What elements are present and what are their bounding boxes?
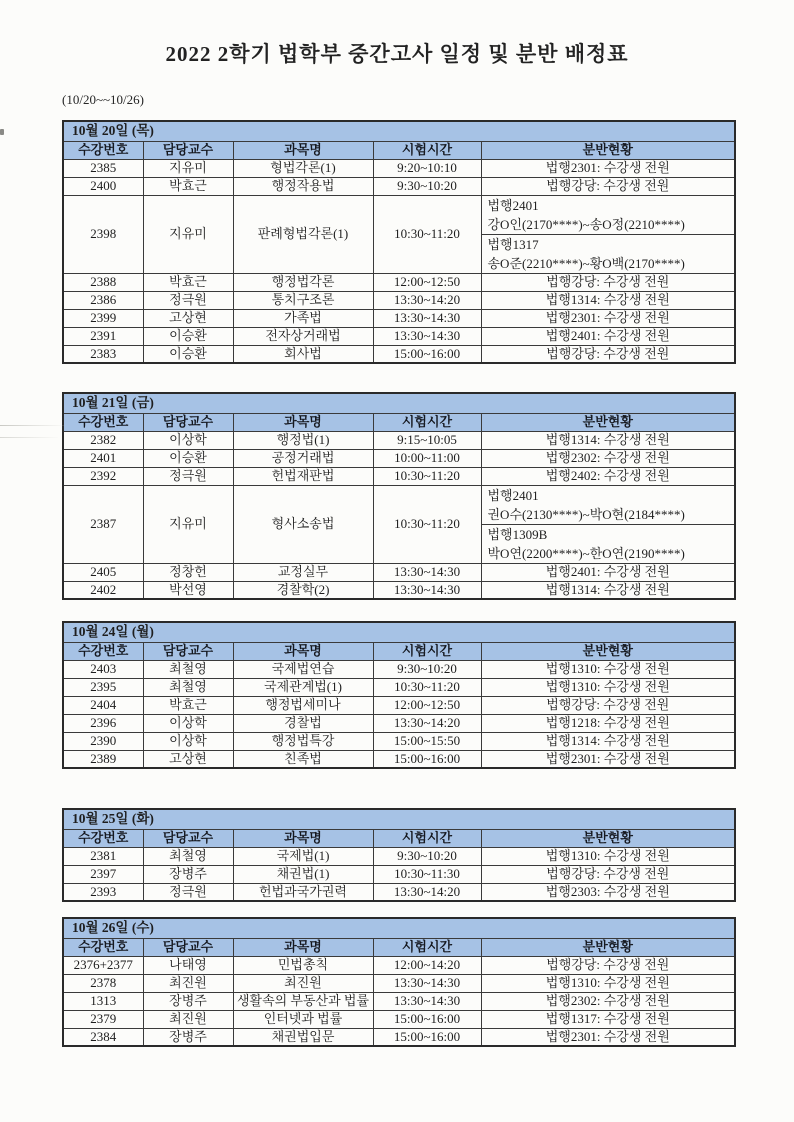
cell-course-name: 헌법재판법 (233, 467, 373, 485)
cell-professor: 정창헌 (143, 563, 233, 581)
cell-course-no: 2405 (63, 563, 143, 581)
exam-day-table-3 (62, 621, 734, 769)
cell-course-no: 1313 (63, 992, 143, 1010)
cell-exam-time: 15:00~16:00 (373, 1010, 481, 1028)
cell-professor: 정극원 (143, 883, 233, 901)
cell-course-no: 2385 (63, 159, 143, 177)
cell-course-name: 공정거래법 (233, 449, 373, 467)
cell-course-no: 2404 (63, 696, 143, 714)
table-row (63, 732, 735, 750)
cell-course-name: 헌법과국가권력 (233, 883, 373, 901)
cell-course-no: 2398 (63, 195, 143, 273)
cell-section-status: 법행2302: 수강생 전원 (481, 992, 735, 1010)
cell-section-status: 법행1314: 수강생 전원 (481, 431, 735, 449)
column-header-2: 과목명 (233, 938, 373, 956)
cell-course-name: 최진원 (233, 974, 373, 992)
cell-professor: 이상학 (143, 431, 233, 449)
cell-exam-time: 15:00~16:00 (373, 345, 481, 363)
cell-section-status: 법행강당: 수강생 전원 (481, 273, 735, 291)
column-header-3: 시험시간 (373, 413, 481, 431)
cell-section-status: 법행1314: 수강생 전원 (481, 291, 735, 309)
cell-section-status: 법행2402: 수강생 전원 (481, 467, 735, 485)
cell-section-status: 법행1218: 수강생 전원 (481, 714, 735, 732)
column-header-2: 과목명 (233, 829, 373, 847)
cell-course-no: 2376+2377 (63, 956, 143, 974)
cell-course-name: 채권법입문 (233, 1028, 373, 1046)
section-range: 송O준(2210****)~황O백(2170****) (487, 255, 685, 271)
table-row (63, 974, 735, 992)
cell-professor: 정극원 (143, 467, 233, 485)
cell-section-status: 법행2302: 수강생 전원 (481, 449, 735, 467)
cell-section-status: 법행1310: 수강생 전원 (481, 660, 735, 678)
table-row (63, 291, 735, 309)
table-date-header: 10월 26일 (수) (63, 918, 735, 938)
cell-course-no: 2389 (63, 750, 143, 768)
column-header-0: 수강번호 (63, 829, 143, 847)
cell-professor: 지유미 (143, 195, 233, 273)
cell-exam-time: 13:30~14:30 (373, 581, 481, 599)
table-row (63, 467, 735, 485)
cell-professor: 이승환 (143, 345, 233, 363)
cell-course-no: 2390 (63, 732, 143, 750)
cell-course-name: 경찰학(2) (233, 581, 373, 599)
column-header-0: 수강번호 (63, 642, 143, 660)
cell-course-name: 인터넷과 법률 (233, 1010, 373, 1028)
cell-course-name: 회사법 (233, 345, 373, 363)
cell-professor: 고상현 (143, 309, 233, 327)
cell-section-status: 법행2401: 수강생 전원 (481, 563, 735, 581)
table-date-header: 10월 25일 (화) (63, 809, 735, 829)
cell-section-status: 법행1317: 수강생 전원 (481, 1010, 735, 1028)
cell-course-no: 2392 (63, 467, 143, 485)
table-row (63, 883, 735, 901)
cell-exam-time: 10:00~11:00 (373, 449, 481, 467)
table-row (63, 327, 735, 345)
cell-course-no: 2387 (63, 485, 143, 563)
cell-exam-time: 13:30~14:30 (373, 327, 481, 345)
cell-section-status: 법행2401: 수강생 전원 (481, 327, 735, 345)
cell-course-no: 2395 (63, 678, 143, 696)
cell-section-status: 법행1310: 수강생 전원 (481, 974, 735, 992)
exam-schedule-table (62, 120, 736, 364)
table-row (63, 660, 735, 678)
cell-exam-time: 13:30~14:20 (373, 291, 481, 309)
cell-course-name: 채권법(1) (233, 865, 373, 883)
column-header-0: 수강번호 (63, 938, 143, 956)
column-header-2: 과목명 (233, 141, 373, 159)
cell-course-name: 행정법각론 (233, 273, 373, 291)
column-header-2: 과목명 (233, 413, 373, 431)
cell-professor: 박효근 (143, 696, 233, 714)
cell-course-no: 2381 (63, 847, 143, 865)
table-row (63, 449, 735, 467)
cell-exam-time: 10:30~11:20 (373, 485, 481, 563)
table-row (63, 177, 735, 195)
cell-course-no: 2396 (63, 714, 143, 732)
column-header-1: 담당교수 (143, 141, 233, 159)
cell-course-name: 통치구조론 (233, 291, 373, 309)
cell-course-name: 민법총칙 (233, 956, 373, 974)
table-row (63, 159, 735, 177)
cell-exam-time: 15:00~16:00 (373, 750, 481, 768)
exam-day-table-4 (62, 808, 734, 902)
cell-professor: 박효근 (143, 273, 233, 291)
section-range: 강O인(2170****)~송O정(2210****) (487, 216, 685, 232)
section-room: 법행1309B (487, 526, 548, 542)
cell-section-status: 법행2301: 수강생 전원 (481, 159, 735, 177)
cell-section-status: 법행강당: 수강생 전원 (481, 345, 735, 363)
cell-course-name: 행정법(1) (233, 431, 373, 449)
column-header-1: 담당교수 (143, 938, 233, 956)
table-row (63, 696, 735, 714)
cell-professor: 나태영 (143, 956, 233, 974)
exam-day-table-1 (62, 120, 734, 364)
cell-professor: 이상학 (143, 732, 233, 750)
cell-exam-time: 13:30~14:30 (373, 974, 481, 992)
table-row (63, 1010, 735, 1028)
cell-course-no: 2401 (63, 449, 143, 467)
table-row (63, 431, 735, 449)
table-row (63, 581, 735, 599)
exam-schedule-table (62, 392, 736, 600)
section-group (482, 234, 735, 273)
section-room: 법행2401 (487, 487, 539, 503)
cell-course-name: 행정법특강 (233, 732, 373, 750)
date-range-label: (10/20~~10/26) (62, 92, 144, 107)
table-date-header: 10월 21일 (금) (63, 393, 735, 413)
column-header-1: 담당교수 (143, 642, 233, 660)
exam-day-table-2 (62, 392, 734, 600)
table-row (63, 992, 735, 1010)
cell-professor: 박선영 (143, 581, 233, 599)
cell-course-name: 형사소송법 (233, 485, 373, 563)
exam-schedule-table (62, 917, 736, 1047)
table-row (63, 563, 735, 581)
cell-course-no: 2393 (63, 883, 143, 901)
scan-artifact-mark (0, 129, 4, 135)
column-header-1: 담당교수 (143, 413, 233, 431)
cell-course-name: 가족법 (233, 309, 373, 327)
cell-professor: 이승환 (143, 449, 233, 467)
cell-section-status: 법행2303: 수강생 전원 (481, 883, 735, 901)
cell-professor: 지유미 (143, 159, 233, 177)
section-room: 법행1317 (487, 236, 539, 252)
cell-section-status-split (481, 485, 735, 563)
cell-professor: 이승환 (143, 327, 233, 345)
table-row (63, 1028, 735, 1046)
cell-exam-time: 10:30~11:20 (373, 195, 481, 273)
cell-course-name: 판례형법각론(1) (233, 195, 373, 273)
column-header-4: 분반현황 (481, 642, 735, 660)
column-header-4: 분반현황 (481, 829, 735, 847)
cell-section-status: 법행강당: 수강생 전원 (481, 696, 735, 714)
column-header-4: 분반현황 (481, 141, 735, 159)
scan-artifact-streak (0, 425, 64, 426)
cell-course-name: 행정작용법 (233, 177, 373, 195)
cell-exam-time: 9:15~10:05 (373, 431, 481, 449)
page-title: 2022 2학기 법학부 중간고사 일정 및 분반 배정표 (165, 42, 629, 66)
cell-exam-time: 12:00~14:20 (373, 956, 481, 974)
cell-exam-time: 10:30~11:30 (373, 865, 481, 883)
cell-section-status: 법행2301: 수강생 전원 (481, 1028, 735, 1046)
cell-section-status: 법행1310: 수강생 전원 (481, 847, 735, 865)
cell-exam-time: 13:30~14:30 (373, 563, 481, 581)
column-header-2: 과목명 (233, 642, 373, 660)
cell-exam-time: 10:30~11:20 (373, 467, 481, 485)
cell-course-no: 2382 (63, 431, 143, 449)
cell-course-name: 국제관계법(1) (233, 678, 373, 696)
cell-professor: 정극원 (143, 291, 233, 309)
cell-exam-time: 12:00~12:50 (373, 696, 481, 714)
cell-course-name: 친족법 (233, 750, 373, 768)
section-group (482, 486, 735, 524)
table-row (63, 309, 735, 327)
section-group (482, 524, 735, 563)
cell-professor: 최철영 (143, 847, 233, 865)
exam-schedule-table (62, 621, 736, 769)
table-row (63, 714, 735, 732)
cell-course-name: 생활속의 부동산과 법률 (233, 992, 373, 1010)
cell-section-status: 법행1314: 수강생 전원 (481, 732, 735, 750)
cell-exam-time: 13:30~14:20 (373, 883, 481, 901)
section-group (482, 196, 735, 234)
section-room: 법행2401 (487, 197, 539, 213)
cell-professor: 지유미 (143, 485, 233, 563)
cell-course-no: 2386 (63, 291, 143, 309)
cell-section-status: 법행2301: 수강생 전원 (481, 750, 735, 768)
cell-exam-time: 9:30~10:20 (373, 847, 481, 865)
table-date-header: 10월 24일 (월) (63, 622, 735, 642)
cell-exam-time: 13:30~14:20 (373, 714, 481, 732)
table-date-header: 10월 20일 (목) (63, 121, 735, 141)
table-row (63, 485, 735, 563)
cell-exam-time: 9:20~10:10 (373, 159, 481, 177)
column-header-1: 담당교수 (143, 829, 233, 847)
cell-section-status: 법행2301: 수강생 전원 (481, 309, 735, 327)
cell-exam-time: 15:00~15:50 (373, 732, 481, 750)
section-range: 권O수(2130****)~박O현(2184****) (487, 506, 685, 522)
cell-exam-time: 9:30~10:20 (373, 177, 481, 195)
scan-artifact-streak (0, 437, 58, 438)
column-header-0: 수강번호 (63, 141, 143, 159)
table-row (63, 678, 735, 696)
table-row (63, 847, 735, 865)
table-row (63, 865, 735, 883)
cell-professor: 장병주 (143, 992, 233, 1010)
cell-exam-time: 12:00~12:50 (373, 273, 481, 291)
cell-professor: 이상학 (143, 714, 233, 732)
cell-exam-time: 9:30~10:20 (373, 660, 481, 678)
cell-course-no: 2403 (63, 660, 143, 678)
cell-exam-time: 10:30~11:20 (373, 678, 481, 696)
cell-course-name: 국제법연습 (233, 660, 373, 678)
table-row (63, 345, 735, 363)
column-header-4: 분반현황 (481, 413, 735, 431)
section-range: 박O연(2200****)~한O연(2190****) (487, 545, 685, 561)
column-header-3: 시험시간 (373, 829, 481, 847)
cell-course-no: 2383 (63, 345, 143, 363)
cell-exam-time: 13:30~14:30 (373, 992, 481, 1010)
column-header-3: 시험시간 (373, 642, 481, 660)
column-header-3: 시험시간 (373, 141, 481, 159)
cell-section-status: 법행1314: 수강생 전원 (481, 581, 735, 599)
cell-course-name: 형법각론(1) (233, 159, 373, 177)
table-row (63, 195, 735, 273)
exam-schedule-table (62, 808, 736, 902)
cell-professor: 고상현 (143, 750, 233, 768)
cell-course-name: 전자상거래법 (233, 327, 373, 345)
column-header-0: 수강번호 (63, 413, 143, 431)
cell-exam-time: 13:30~14:30 (373, 309, 481, 327)
cell-professor: 최철영 (143, 660, 233, 678)
cell-professor: 장병주 (143, 865, 233, 883)
cell-course-no: 2400 (63, 177, 143, 195)
cell-course-no: 2384 (63, 1028, 143, 1046)
cell-professor: 최철영 (143, 678, 233, 696)
table-row (63, 956, 735, 974)
cell-course-no: 2388 (63, 273, 143, 291)
column-header-3: 시험시간 (373, 938, 481, 956)
cell-professor: 박효근 (143, 177, 233, 195)
cell-course-no: 2379 (63, 1010, 143, 1028)
exam-day-table-5 (62, 917, 734, 1047)
cell-section-status: 법행1310: 수강생 전원 (481, 678, 735, 696)
cell-section-status: 법행강당: 수강생 전원 (481, 865, 735, 883)
cell-course-no: 2391 (63, 327, 143, 345)
cell-course-no: 2378 (63, 974, 143, 992)
cell-professor: 최진원 (143, 974, 233, 992)
cell-course-no: 2397 (63, 865, 143, 883)
column-header-4: 분반현황 (481, 938, 735, 956)
cell-exam-time: 15:00~16:00 (373, 1028, 481, 1046)
cell-professor: 장병주 (143, 1028, 233, 1046)
cell-course-name: 교정실무 (233, 563, 373, 581)
table-row (63, 750, 735, 768)
cell-section-status: 법행강당: 수강생 전원 (481, 956, 735, 974)
cell-course-name: 행정법세미나 (233, 696, 373, 714)
cell-professor: 최진원 (143, 1010, 233, 1028)
cell-course-no: 2402 (63, 581, 143, 599)
cell-section-status-split (481, 195, 735, 273)
table-row (63, 273, 735, 291)
cell-course-name: 경찰법 (233, 714, 373, 732)
cell-course-name: 국제법(1) (233, 847, 373, 865)
cell-section-status: 법행강당: 수강생 전원 (481, 177, 735, 195)
cell-course-no: 2399 (63, 309, 143, 327)
